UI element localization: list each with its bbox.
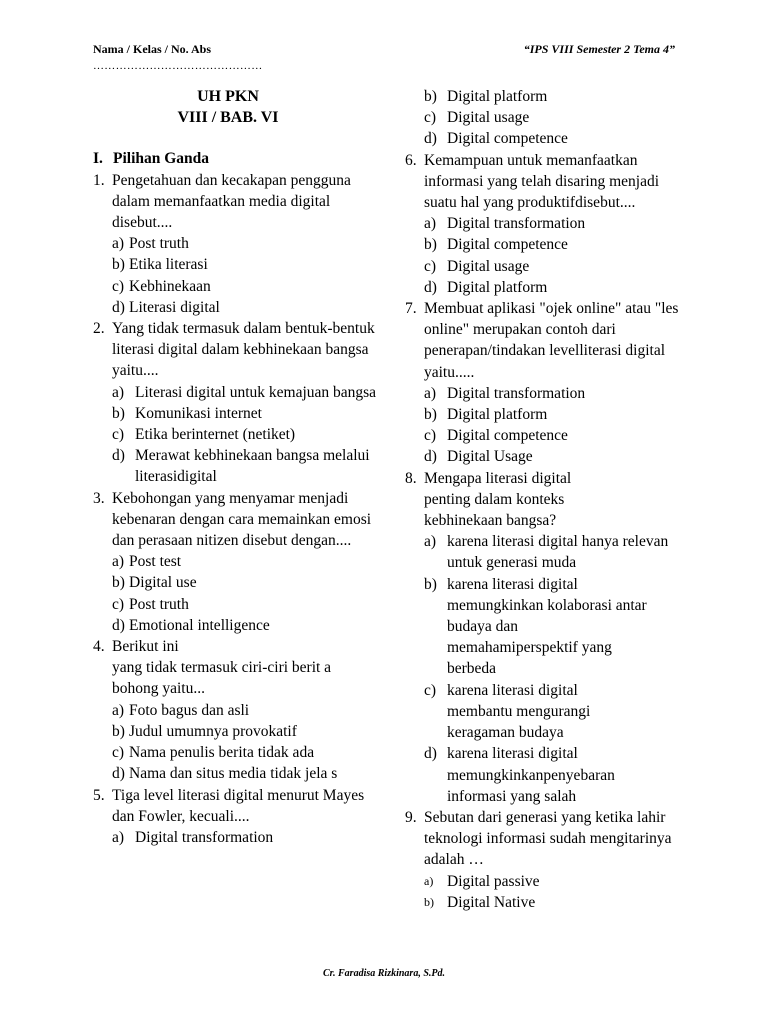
option[interactable] — [405, 86, 695, 107]
option-text: Nama penulis berita tidak ada — [129, 744, 315, 762]
option-text: Digital Usage — [447, 448, 533, 466]
option[interactable] — [93, 551, 378, 572]
option-letter: d) — [112, 298, 125, 316]
question-text: Yang tidak termasuk dalam bentuk-bentuk literasi digital dalam kebhinekaan bangsa yaitu.... — [112, 320, 375, 380]
option[interactable] — [93, 276, 378, 297]
option-letter: a) — [112, 701, 125, 719]
option-letter: d) — [112, 447, 125, 465]
section-label: Pilihan Ganda — [113, 150, 210, 168]
option-letter: b) — [112, 256, 125, 274]
option[interactable] — [93, 721, 378, 742]
page-header — [93, 42, 675, 62]
option-text: Digital transformation — [447, 215, 586, 233]
option-text: Digital competence — [447, 427, 568, 445]
question-6 — [405, 150, 695, 214]
option-text: Digital transformation — [135, 828, 274, 846]
section-heading — [93, 148, 378, 169]
option[interactable] — [405, 404, 695, 425]
option-text: Digital use — [129, 574, 197, 592]
option-text: Post truth — [129, 235, 189, 253]
option-text: karena literasi digital hanya relevan untuk generasi muda — [447, 533, 669, 572]
option-letter: b) — [424, 575, 437, 593]
option-letter: c) — [112, 595, 125, 613]
option-letter: a) — [424, 533, 437, 551]
option-text: Digital platform — [447, 406, 548, 424]
option[interactable] — [93, 382, 378, 403]
question-4 — [93, 636, 378, 700]
option-letter: b) — [424, 236, 437, 254]
option[interactable] — [93, 297, 378, 318]
option-letter: c) — [424, 257, 437, 275]
question-5 — [93, 785, 378, 827]
option[interactable] — [405, 128, 695, 149]
option-text: Nama dan situs media tidak jela s — [129, 765, 338, 783]
option[interactable] — [93, 445, 378, 487]
option[interactable] — [405, 234, 695, 255]
option[interactable] — [93, 700, 378, 721]
option-text: karena literasi digital membantu mengurangi keragaman budaya — [447, 681, 591, 742]
option-text: Post test — [129, 553, 182, 571]
option-letter: d) — [424, 745, 437, 763]
option-text: Digital platform — [447, 278, 548, 296]
option-text: Literasi digital — [129, 298, 220, 316]
option[interactable] — [405, 425, 695, 446]
option-letter: a) — [112, 828, 125, 846]
option-letter: b) — [112, 574, 125, 592]
option-text: Digital competence — [447, 130, 568, 148]
question-number: 4. — [93, 638, 105, 656]
option-letter: d) — [112, 765, 125, 783]
option[interactable] — [93, 742, 378, 763]
option-letter: c) — [112, 744, 125, 762]
option-text: Komunikasi internet — [135, 404, 262, 422]
question-7 — [405, 298, 695, 383]
name-class-label: Nama / Kelas / No. Abs — [93, 42, 212, 56]
option-text: Digital usage — [447, 257, 530, 275]
option[interactable] — [405, 383, 695, 404]
option-letter: a) — [112, 235, 125, 253]
question-text: Membuat aplikasi "ojek online" atau "les online" merupakan contoh dari penerapan/tindakan levelliterasi digital yaitu..... — [424, 300, 679, 381]
option[interactable] — [405, 446, 695, 467]
question-1 — [93, 170, 378, 234]
page-footer: Cr. Faradisa Rizkinara, S.Pd. — [323, 968, 445, 979]
option-letter: d) — [112, 616, 125, 634]
option-letter: b) — [424, 406, 437, 424]
option-text: Digital passive — [447, 872, 540, 890]
question-number: 1. — [93, 171, 105, 189]
option-text: Foto bagus dan asli — [129, 701, 250, 719]
question-text: Mengapa literasi digital penting dalam konteks kebhinekaan bangsa? — [424, 469, 572, 530]
question-text: Berikut ini — [112, 638, 179, 656]
question-text: Kemampuan untuk memanfaatkan informasi yang telah disaring menjadi suatu hal yang produktifdisebut.... — [424, 151, 660, 212]
question-text: Kebohongan yang menyamar menjadi kebenaran dengan cara memainkan emosi dan perasaan nitizen disebut dengan.... — [112, 489, 372, 550]
option-text: Digital competence — [447, 236, 568, 254]
option-text: karena literasi digital memungkinkan kolaborasi antar budaya dan memahamiperspektif yang berbeda — [447, 575, 647, 678]
option-text: karena literasi digital memungkinkanpenyebaran informasi yang salah — [447, 745, 615, 805]
option[interactable] — [405, 680, 695, 744]
option[interactable] — [93, 403, 378, 424]
question-2 — [93, 318, 378, 382]
question-text-cont: yang tidak termasuk ciri-ciri berit a bohong yaitu... — [112, 659, 332, 698]
exam-title — [93, 86, 363, 128]
question-number: 5. — [93, 786, 105, 804]
option-text: Emotional intelligence — [129, 616, 270, 634]
option[interactable] — [405, 277, 695, 298]
question-text: Tiga level literasi digital menurut Mayes dan Fowler, kecuali.... — [112, 786, 365, 825]
option-letter: a) — [424, 384, 437, 402]
option-letter: a) — [112, 553, 125, 571]
name-fill-line: ……………………………………… — [93, 60, 263, 72]
option-text: Etika berinternet (netiket) — [135, 426, 296, 444]
question-number: 8. — [405, 469, 417, 487]
option-text: Literasi digital untuk kemajuan bangsa — [135, 383, 377, 401]
option-letter: a) — [112, 383, 125, 401]
option-letter: d) — [424, 278, 437, 296]
question-number: 3. — [93, 489, 105, 507]
option-letter: c) — [112, 426, 125, 444]
option[interactable] — [405, 107, 695, 128]
option[interactable] — [405, 892, 695, 913]
option[interactable] — [93, 615, 378, 636]
option[interactable] — [405, 574, 695, 680]
option-letter: c) — [112, 277, 125, 295]
option[interactable] — [93, 827, 378, 848]
option-letter: d) — [424, 130, 437, 148]
subject-label: “IPS VIII Semester 2 Tema 4” — [523, 42, 675, 56]
option[interactable] — [93, 572, 378, 593]
option-text: Digital usage — [447, 109, 530, 127]
title-line-2: VIII / BAB. VI — [177, 109, 279, 127]
option-text: Kebhinekaan — [129, 277, 211, 295]
option-letter: a) — [424, 215, 437, 233]
option-letter: c) — [424, 427, 437, 445]
left-column — [93, 86, 378, 848]
question-9 — [405, 807, 695, 871]
option-text: Digital transformation — [447, 384, 586, 402]
option-letter: c) — [424, 681, 437, 699]
question-number: 2. — [93, 320, 105, 338]
question-number: 9. — [405, 808, 417, 826]
option-letter: c) — [424, 109, 437, 127]
question-8 — [405, 468, 695, 532]
question-3 — [93, 488, 378, 552]
question-text: Pengetahuan dan kecakapan pengguna dalam memanfaatkan media digital disebut.... — [112, 171, 351, 232]
option[interactable] — [93, 233, 378, 254]
option[interactable] — [93, 763, 378, 784]
option-letter: b) — [112, 404, 125, 422]
option[interactable] — [93, 594, 378, 615]
question-number: 7. — [405, 300, 417, 318]
option[interactable] — [405, 256, 695, 277]
question-number: 6. — [405, 151, 417, 169]
section-number: I. — [93, 150, 103, 168]
option[interactable] — [405, 743, 695, 807]
option-text: Digital platform — [447, 88, 548, 105]
option[interactable] — [405, 213, 695, 234]
question-text: Sebutan dari generasi yang ketika lahir teknologi informasi sudah mengitarinya adalah … — [424, 808, 672, 869]
option-text: Judul umumnya provokatif — [129, 722, 297, 740]
option-letter: b) — [424, 88, 437, 105]
title-line-1: UH PKN — [197, 88, 259, 105]
option-letter: a) — [424, 873, 434, 888]
option[interactable] — [405, 871, 695, 892]
option-text: Digital Native — [447, 893, 536, 911]
option-letter: b) — [112, 722, 125, 740]
option-text: Etika literasi — [129, 256, 208, 274]
option[interactable] — [405, 531, 695, 573]
option[interactable] — [93, 424, 378, 445]
option-text: Merawat kebhinekaan bangsa melalui literasidigital — [135, 447, 370, 486]
option-letter: d) — [424, 448, 437, 466]
option[interactable] — [93, 254, 378, 275]
option-text: Post truth — [129, 595, 189, 613]
right-column — [405, 86, 695, 913]
option-letter: b) — [424, 894, 434, 909]
